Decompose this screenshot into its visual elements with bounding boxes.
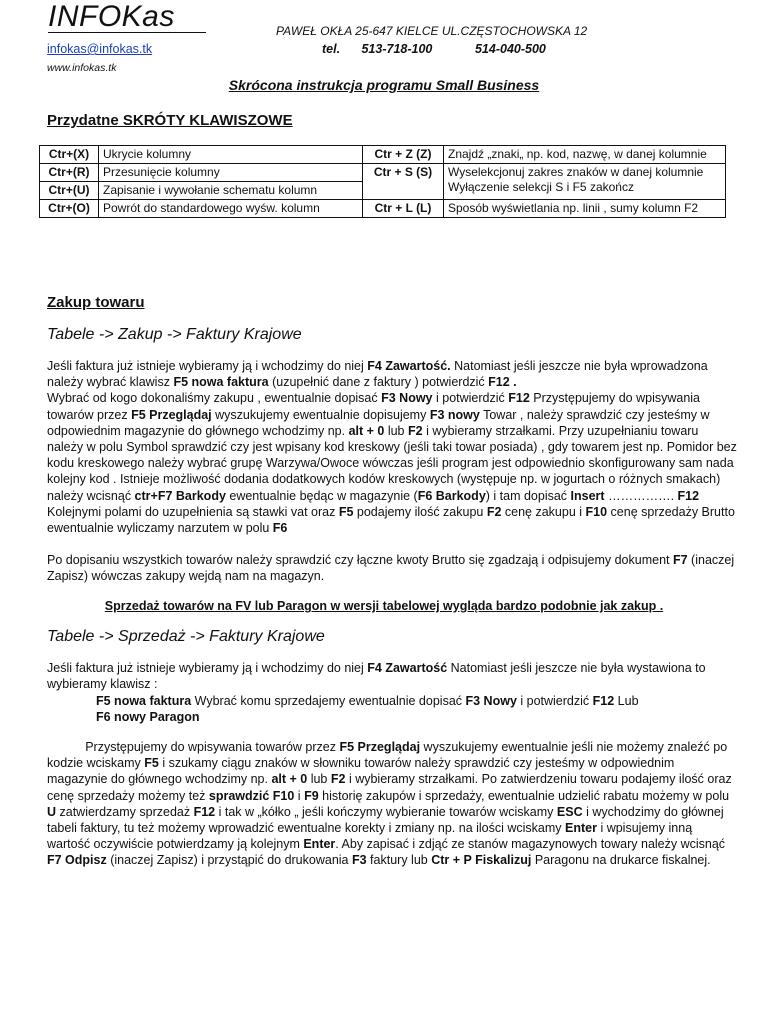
purchase-path: Tabele -> Zakup -> Faktury Krajowe — [47, 326, 302, 343]
shortcut-desc: Wyłączenie selekcji S i F5 zakończ — [448, 180, 634, 194]
shortcut-desc: Znajdź „znaki„ np. kod, nazwę, w danej kolumnie — [444, 146, 726, 164]
sales-intro: Sprzedaż towarów na FV lub Paragon w wersji tabelowej wygląda bardzo podobnie jak zakup . — [104, 599, 664, 613]
tel-label: tel. — [322, 42, 341, 56]
shortcuts-table — [39, 145, 726, 218]
purchase-paragraph: Jeśli faktura już istnieje wybieramy ją i wchodzimy do niej F4 Zawartość. Natomiast jeśli jeszcze nie była wprowadzona należy wybrać klawisz F5 nowa faktura (uzupełnić dane z faktury ) potwierdzić F12 . Wybrać od kogo dokonaliśmy zakupu , ewentualnie dopisać F3 Nowy i potwierdzić F12 Przystępujemy do wpisywania towarów przez F5 Przeglądaj wyszukujemy ewentualnie dopisujemy F3 nowy Towar , należy sprawdzić czy jesteśmy w odpowiednim magazynie do głównego wchodzimy np. alt + 0 lub F2 i wybieramy strzałkami. Przy uzupełnianiu towaru należy w polu Symbol sprawdzić czy jest wpisany kod kreskowy (jeśli taki towar posiada) , gdy towarem jest np. Pomidor bez kodu kreskowego należy wybrać grupę Warzywa/Owoce wówczas jeśli program jest odpowiednio skonfigurowany sam nada kolejny kod . Istnieje możliwość dodania dodatkowych kodów kreskowych (występuje np. w jogurtach o różnych smakach) należy wcisnąć ctr+F7 Barkody ewentualnie będąc w magazynie (F6 Barkody) i tam dopisać Insert ……………. F12 Kolejnymi polami do uzupełnienia są stawki vat oraz F5 podajemy ilość zakupu F2 cenę zakupu i F10 cenę sprzedaży Brutto ewentualnie wyliczamy narzutem w polu F6 — [47, 359, 737, 536]
shortcut-desc: Zapisanie i wywołanie schematu kolumn — [99, 182, 363, 200]
shortcut-desc: Wyselekcjonuj zakres znaków w danej kolumnie — [448, 165, 704, 179]
shortcut-key: Ctr+(X) — [40, 146, 99, 164]
address: PAWEŁ OKŁA 25-647 KIELCE UL.CZĘSTOCHOWSKA 12 — [276, 24, 588, 38]
phone-line — [322, 42, 546, 56]
logo-underline — [48, 32, 206, 33]
shortcut-desc: Ukrycie kolumny — [99, 146, 363, 164]
shortcut-desc: Sposób wyświetlania np. linii , sumy kolumn F2 — [444, 200, 726, 218]
document-title: Skrócona instrukcja programu Small Business — [228, 77, 540, 93]
sales-options: F5 nowa faktura Wybrać komu sprzedajemy ewentualnie dopisać F3 Nowy i potwierdzić F12 Lub F6 nowy Paragon — [96, 694, 639, 725]
website: www.infokas.tk — [47, 62, 117, 74]
table-row — [40, 200, 726, 218]
table-row — [40, 146, 726, 164]
sales-path: Tabele -> Sprzedaż -> Faktury Krajowe — [47, 628, 325, 645]
shortcut-key: Ctr + Z (Z) — [363, 146, 444, 164]
phone-2: 514-040-500 — [474, 42, 546, 56]
shortcuts-heading: Przydatne SKRÓTY KLAWISZOWE — [47, 112, 293, 129]
purchase-heading: Zakup towaru — [47, 294, 145, 311]
purchase-summary: Po dopisaniu wszystkich towarów należy sprawdzić czy łączne kwoty Brutto się zgadzają i odpisujemy dokument F7 (inaczej Zapisz) wówczas zakupy wejdą nam na magazyn. — [47, 553, 735, 584]
phone-1: 513-718-100 — [361, 42, 433, 56]
email-link[interactable]: infokas@infokas.tk — [47, 42, 153, 56]
sales-paragraph-1: Jeśli faktura już istnieje wybieramy ją i wchodzimy do niej F4 Zawartość Natomiast jeśli jeszcze nie była wystawiona to wybieramy klawisz : — [47, 661, 706, 692]
shortcut-key: Ctr + L (L) — [363, 200, 444, 218]
shortcut-key: Ctr + S (S) — [363, 164, 444, 200]
shortcut-desc-cell — [444, 164, 726, 200]
sales-paragraph-2: Przystępujemy do wpisywania towarów przez F5 Przeglądaj wyszukujemy ewentualnie jeśli nie możemy znaleźć po kodzie wciskamy F5 i szukamy ciągu znaków w słowniku towarów należy sprawdzić czy jesteśmy w odpowiednim magazynie do głównego wchodzimy np. alt + 0 lub F2 i wybieramy strzałkami. Po zatwierdzeniu towaru podajemy ilość oraz cenę sprzedaży możemy też sprawdzić F10 i F9 historię zakupów i sprzedaży, ewentualnie udzielić rabatu możemy w polu U zatwierdzamy sprzedaż F12 i tak w „kółko „ jeśli kończymy wybieranie towarów wciskamy ESC i wychodzimy do głównej tabeli faktury, tu też możemy wprowadzić ewentualne korekty i zmiany np. na ilości wciskamy Enter i wpisujemy inną wartość oczywiście potwierdzamy ją kolejnym Enter. Aby zapisać i zdjąć ze stanów magazynowych towary należy wcisnąć F7 Odpisz (inaczej Zapisz) i przystąpić do drukowania F3 faktury lub Ctr + P Fiskalizuj Paragonu na drukarce fiskalnej. — [47, 740, 732, 868]
table-row — [40, 164, 726, 182]
shortcut-key: Ctr+(R) — [40, 164, 99, 182]
shortcut-desc: Powrót do standardowego wyśw. kolumn — [99, 200, 363, 218]
shortcut-desc: Przesunięcie kolumny — [99, 164, 363, 182]
logo: INFOKas — [48, 0, 175, 33]
shortcut-key: Ctr+(O) — [40, 200, 99, 218]
shortcut-key: Ctr+(U) — [40, 182, 99, 200]
